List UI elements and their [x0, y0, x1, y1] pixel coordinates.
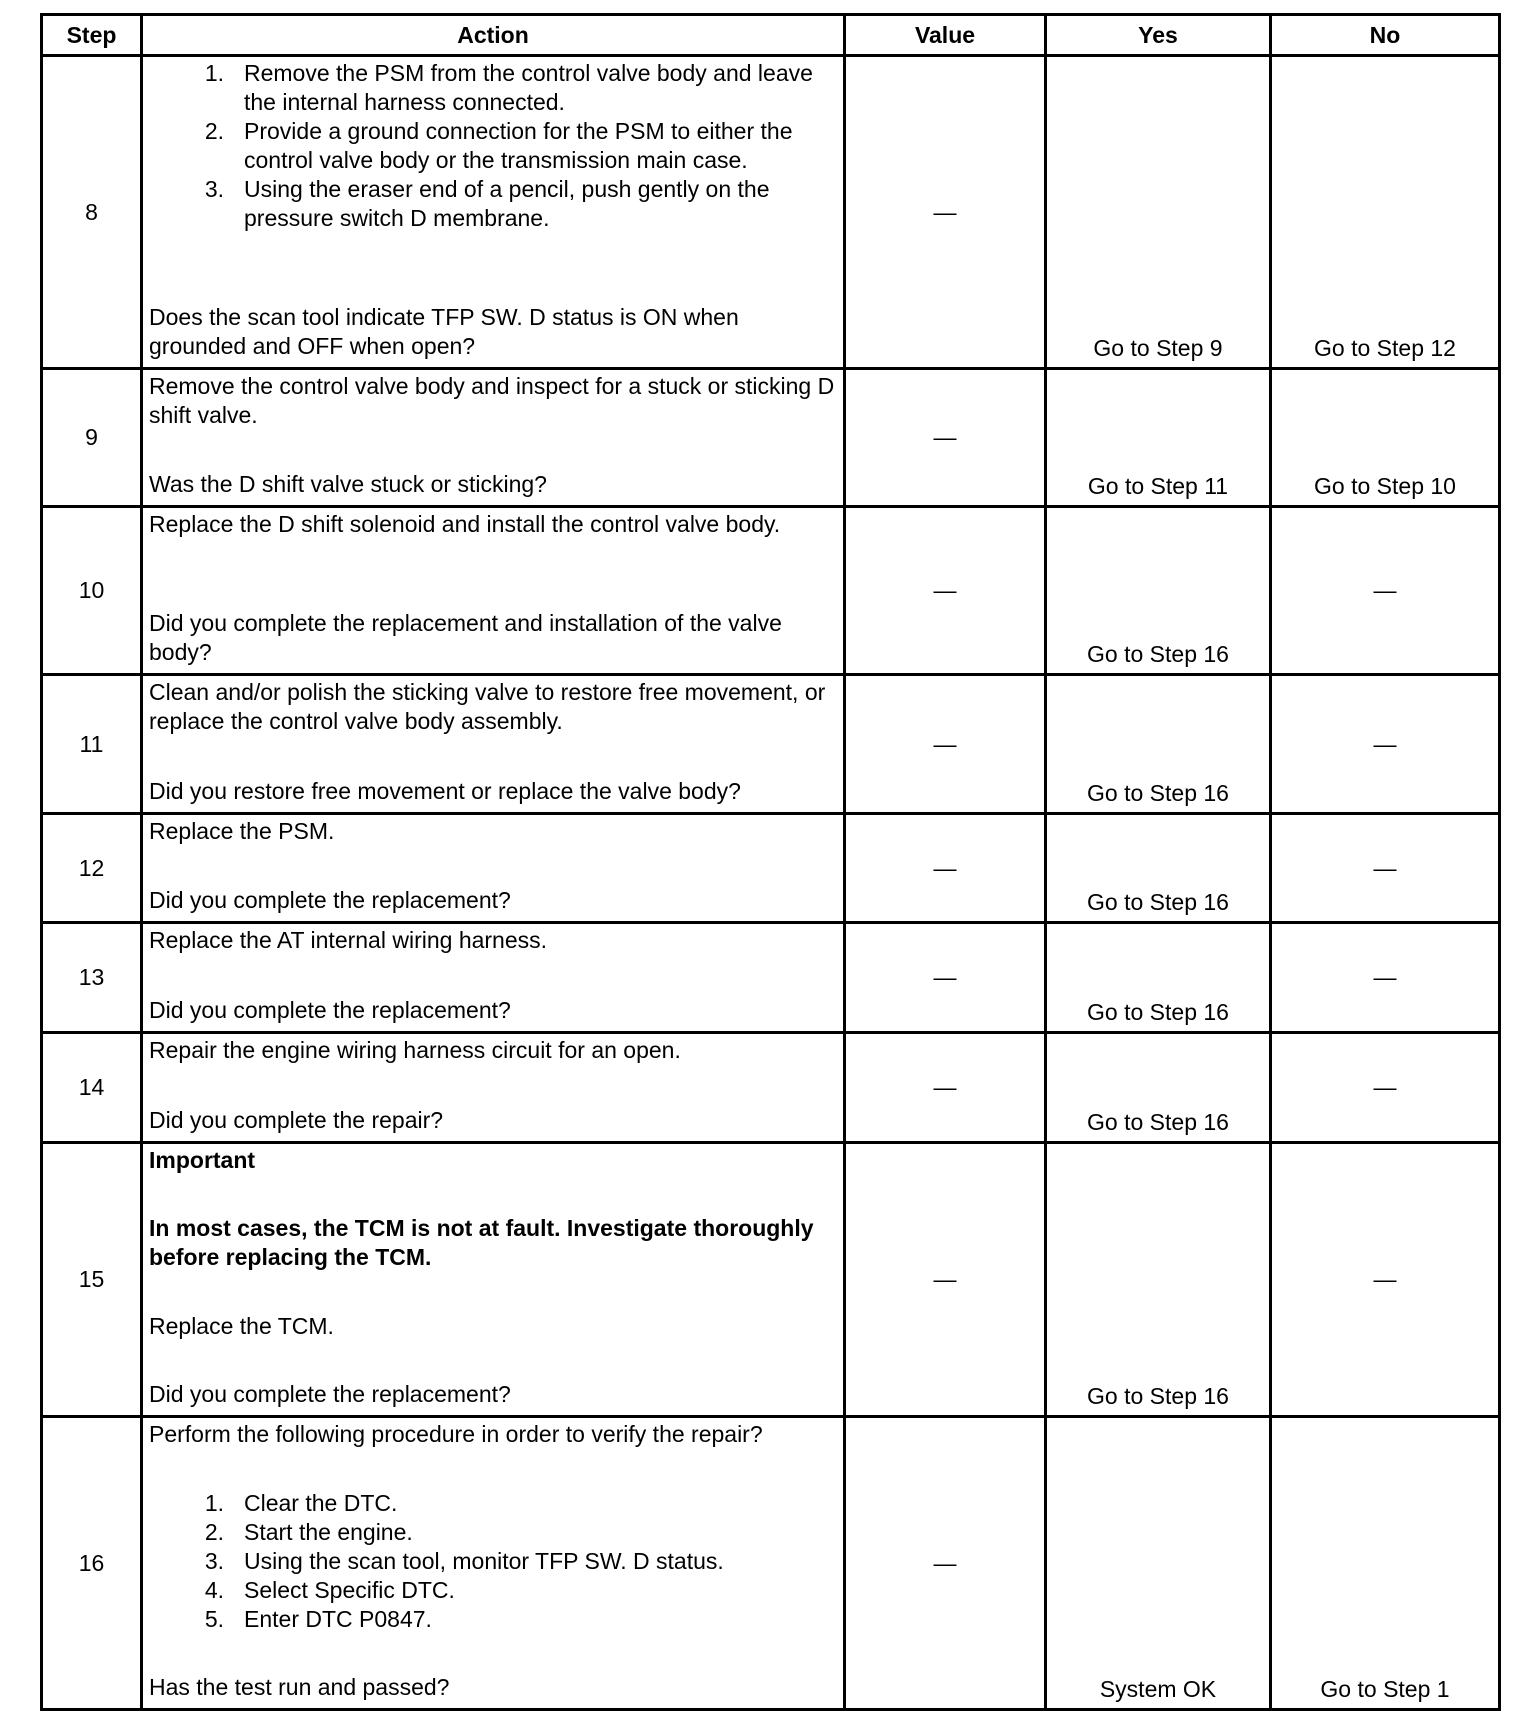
list-item — [149, 1518, 837, 1547]
yes-cell: Go to Step 16 — [1046, 814, 1271, 923]
yes-cell: Go to Step 16 — [1046, 507, 1271, 675]
yes-cell: System OK — [1046, 1417, 1271, 1710]
no-cell: — — [1271, 675, 1500, 814]
table-row — [42, 1033, 1500, 1143]
no-cell: Go to Step 1 — [1271, 1417, 1500, 1710]
procedure-list — [149, 1489, 837, 1634]
list-text: Provide a ground connection for the PSM to either the control valve body or the transmission main case. — [244, 118, 793, 173]
action-question: Has the test run and passed? — [149, 1674, 450, 1700]
table-row — [42, 1417, 1500, 1710]
list-item — [149, 1489, 837, 1518]
diagnostic-table — [40, 13, 1501, 1711]
action-question: Was the D shift valve stuck or sticking? — [149, 471, 547, 497]
no-cell: — — [1271, 1033, 1500, 1143]
list-item — [149, 117, 837, 175]
list-number: 2. — [204, 1518, 224, 1545]
yes-cell: Go to Step 16 — [1046, 675, 1271, 814]
list-number: 5. — [204, 1605, 224, 1632]
list-text: Using the scan tool, monitor TFP SW. D status. — [244, 1547, 724, 1574]
list-number: 2. — [204, 118, 224, 144]
value-cell: — — [845, 675, 1046, 814]
yes-cell: Go to Step 16 — [1046, 1143, 1271, 1417]
list-number: 3. — [204, 176, 224, 202]
no-cell: — — [1271, 1143, 1500, 1417]
value-cell: — — [845, 1417, 1046, 1710]
action-question: Does the scan tool indicate TFP SW. D status is ON when grounded and OFF when open? — [149, 304, 739, 359]
table-row — [42, 675, 1500, 814]
list-text: Using the eraser end of a pencil, push gently on the pressure switch D membrane. — [244, 176, 770, 231]
action-cell — [142, 507, 845, 675]
value-cell: — — [845, 923, 1046, 1033]
header-yes: Yes — [1046, 15, 1271, 56]
value-cell: — — [845, 1143, 1046, 1417]
action-question: Did you complete the replacement? — [149, 1380, 511, 1407]
yes-cell: Go to Step 16 — [1046, 1033, 1271, 1143]
no-cell: Go to Step 10 — [1271, 369, 1500, 507]
important-text: In most cases, the TCM is not at fault. Investigate thoroughly before replacing the TCM. — [149, 1215, 814, 1271]
table-row — [42, 923, 1500, 1033]
table-row — [42, 507, 1500, 675]
step-number: 9 — [42, 369, 142, 507]
value-cell: — — [845, 56, 1046, 369]
action-text: Remove the control valve body and inspect for a stuck or sticking D shift valve. — [149, 373, 835, 428]
yes-cell: Go to Step 11 — [1046, 369, 1271, 507]
value-cell: — — [845, 814, 1046, 923]
important-title: Important — [149, 1147, 256, 1173]
list-text: Clear the DTC. — [244, 1489, 398, 1516]
table-row — [42, 56, 1500, 369]
list-text: Remove the PSM from the control valve body and leave the internal harness connected. — [244, 60, 813, 115]
action-cell — [142, 814, 845, 923]
action-cell — [142, 1033, 845, 1143]
action-text: Replace the AT internal wiring harness. — [149, 927, 548, 953]
step-number: 16 — [42, 1417, 142, 1710]
action-cell — [142, 923, 845, 1033]
no-cell: — — [1271, 923, 1500, 1033]
yes-cell: Go to Step 9 — [1046, 56, 1271, 369]
list-text: Start the engine. — [244, 1518, 413, 1545]
header-action: Action — [142, 15, 845, 56]
list-number: 1. — [204, 1489, 224, 1516]
no-cell: — — [1271, 814, 1500, 923]
value-cell: — — [845, 1033, 1046, 1143]
action-cell — [142, 56, 845, 369]
list-item — [149, 1547, 837, 1576]
value-cell: — — [845, 507, 1046, 675]
list-text: Select Specific DTC. — [244, 1576, 455, 1603]
value-cell: — — [845, 369, 1046, 507]
action-question: Did you restore free movement or replace the valve body? — [149, 778, 741, 804]
action-text: Replace the D shift solenoid and install the control valve body. — [149, 511, 781, 537]
list-item — [149, 1605, 837, 1634]
action-cell — [142, 675, 845, 814]
step-number: 13 — [42, 923, 142, 1033]
action-cell — [142, 1143, 845, 1417]
step-number: 12 — [42, 814, 142, 923]
action-text: Perform the following procedure in order to verify the repair? — [149, 1421, 763, 1447]
table-row — [42, 369, 1500, 507]
action-text: Repair the engine wiring harness circuit for an open. — [149, 1037, 681, 1063]
list-number: 4. — [204, 1576, 224, 1603]
table-row — [42, 814, 1500, 923]
no-cell: — — [1271, 507, 1500, 675]
list-item — [149, 1576, 837, 1605]
action-question: Did you complete the replacement? — [149, 887, 511, 913]
step-number: 10 — [42, 507, 142, 675]
step-number: 14 — [42, 1033, 142, 1143]
procedure-list — [149, 59, 837, 233]
action-cell — [142, 369, 845, 507]
list-number: 1. — [204, 60, 224, 86]
action-cell — [142, 1417, 845, 1710]
header-no: No — [1271, 15, 1500, 56]
list-number: 3. — [204, 1547, 224, 1574]
list-text: Enter DTC P0847. — [244, 1605, 432, 1632]
list-item — [149, 59, 837, 117]
list-item — [149, 175, 837, 233]
action-text: Replace the TCM. — [149, 1312, 334, 1339]
table-row — [42, 1143, 1500, 1417]
action-question: Did you complete the repair? — [149, 1107, 444, 1133]
action-text: Clean and/or polish the sticking valve to restore free movement, or replace the control valve body assembly. — [149, 679, 826, 734]
no-cell: Go to Step 12 — [1271, 56, 1500, 369]
yes-cell: Go to Step 16 — [1046, 923, 1271, 1033]
step-number: 8 — [42, 56, 142, 369]
step-number: 11 — [42, 675, 142, 814]
header-step: Step — [42, 15, 142, 56]
action-question: Did you complete the replacement and installation of the valve body? — [149, 610, 782, 665]
action-question: Did you complete the replacement? — [149, 997, 511, 1023]
step-number: 15 — [42, 1143, 142, 1417]
action-text: Replace the PSM. — [149, 818, 335, 844]
header-row — [42, 15, 1500, 56]
header-value: Value — [845, 15, 1046, 56]
